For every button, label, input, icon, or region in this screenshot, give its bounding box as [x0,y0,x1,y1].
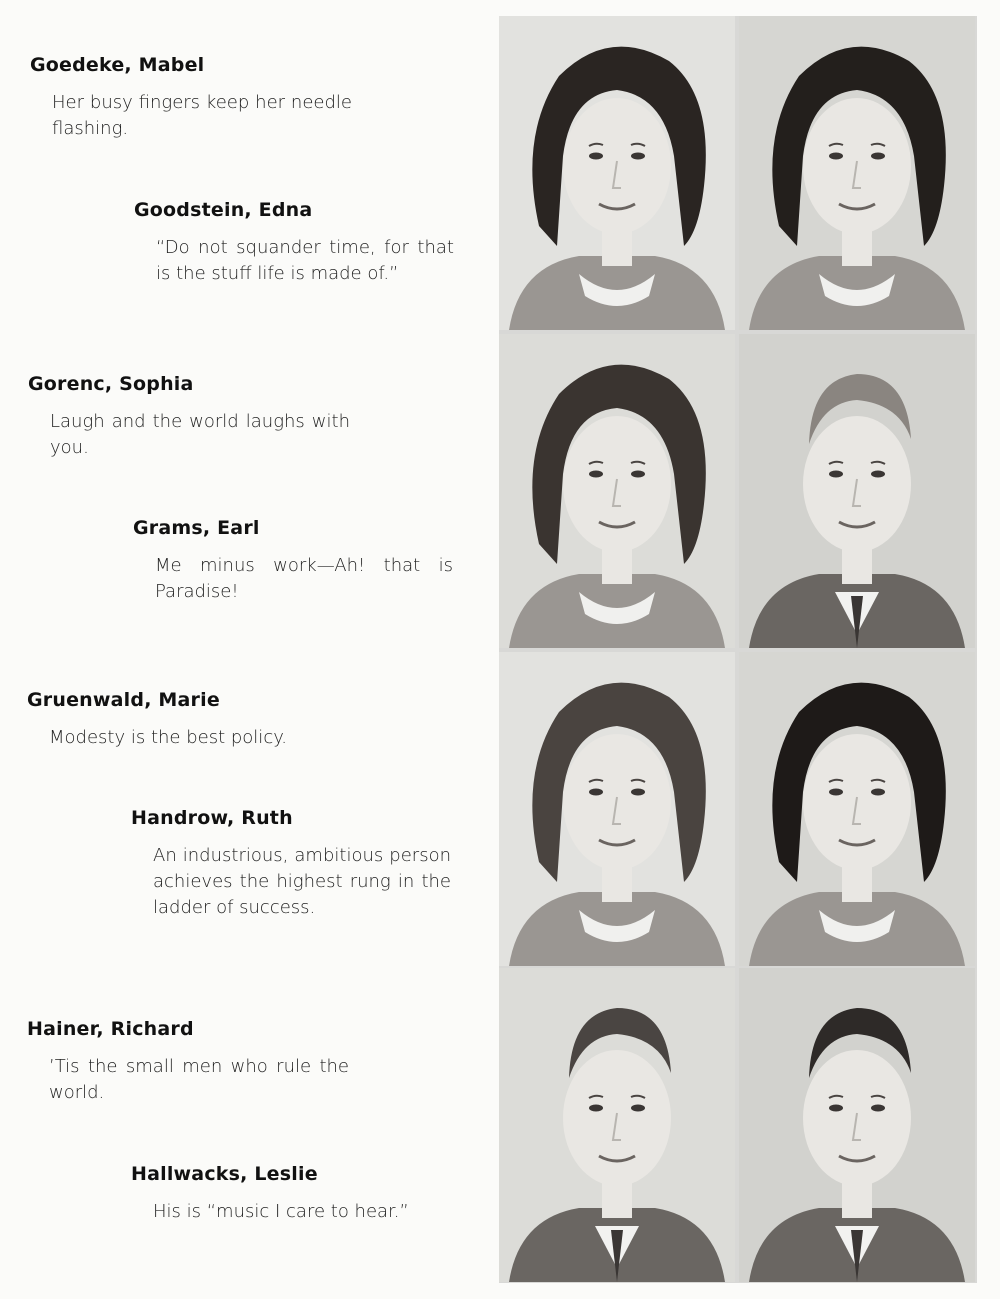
portrait-illustration [739,968,975,1282]
entry-goodstein-edna [134,199,454,287]
portrait-illustration [499,16,735,330]
student-quote: “Do not squander time, for that is the stuff life is made of.” [156,237,454,284]
student-quote: Me minus work—Ah! that is Paradise! [155,555,453,602]
student-name: Grams, Earl [133,517,260,539]
portrait-illustration [499,968,735,1282]
entry-hallwacks-leslie [131,1163,451,1225]
portrait-goedeke-mabel [499,16,735,330]
portrait-hainer-richard [499,968,735,1282]
portrait-grams-earl [739,334,975,648]
student-name: Goedeke, Mabel [30,54,205,76]
entry-gruenwald-marie [27,689,349,751]
student-name: Goodstein, Edna [134,199,313,221]
student-name: Hainer, Richard [27,1018,194,1040]
portrait-gruenwald-marie [499,652,735,966]
entry-handrow-ruth [131,807,451,921]
portrait-illustration [499,334,735,648]
student-name: Handrow, Ruth [131,807,293,829]
student-name: Gruenwald, Marie [27,689,220,711]
portrait-illustration [499,652,735,966]
entry-goedeke-mabel [30,54,352,142]
student-name: Hallwacks, Leslie [131,1163,318,1185]
student-quote: Her busy fingers keep her needle flashing. [52,92,352,139]
student-quote: Laugh and the world laughs with you. [50,411,350,458]
portrait-illustration [739,16,975,330]
portrait-hallwacks-leslie [739,968,975,1282]
student-quote: His is “music I care to hear.” [153,1201,409,1222]
portrait-gorenc-sophia [499,334,735,648]
student-quote: ’Tis the small men who rule the world. [49,1056,349,1103]
portrait-goodstein-edna [739,16,975,330]
portrait-handrow-ruth [739,652,975,966]
student-name: Gorenc, Sophia [28,373,194,395]
portrait-illustration [739,652,975,966]
portrait-grid [499,16,977,1283]
portrait-illustration [739,334,975,648]
entry-grams-earl [133,517,453,605]
student-quote: An industrious, ambitious person achieves the highest rung in the ladder of success. [153,845,451,918]
entry-gorenc-sophia [28,373,350,461]
entry-hainer-richard [27,1018,349,1106]
student-quote: Modesty is the best policy. [49,727,288,748]
